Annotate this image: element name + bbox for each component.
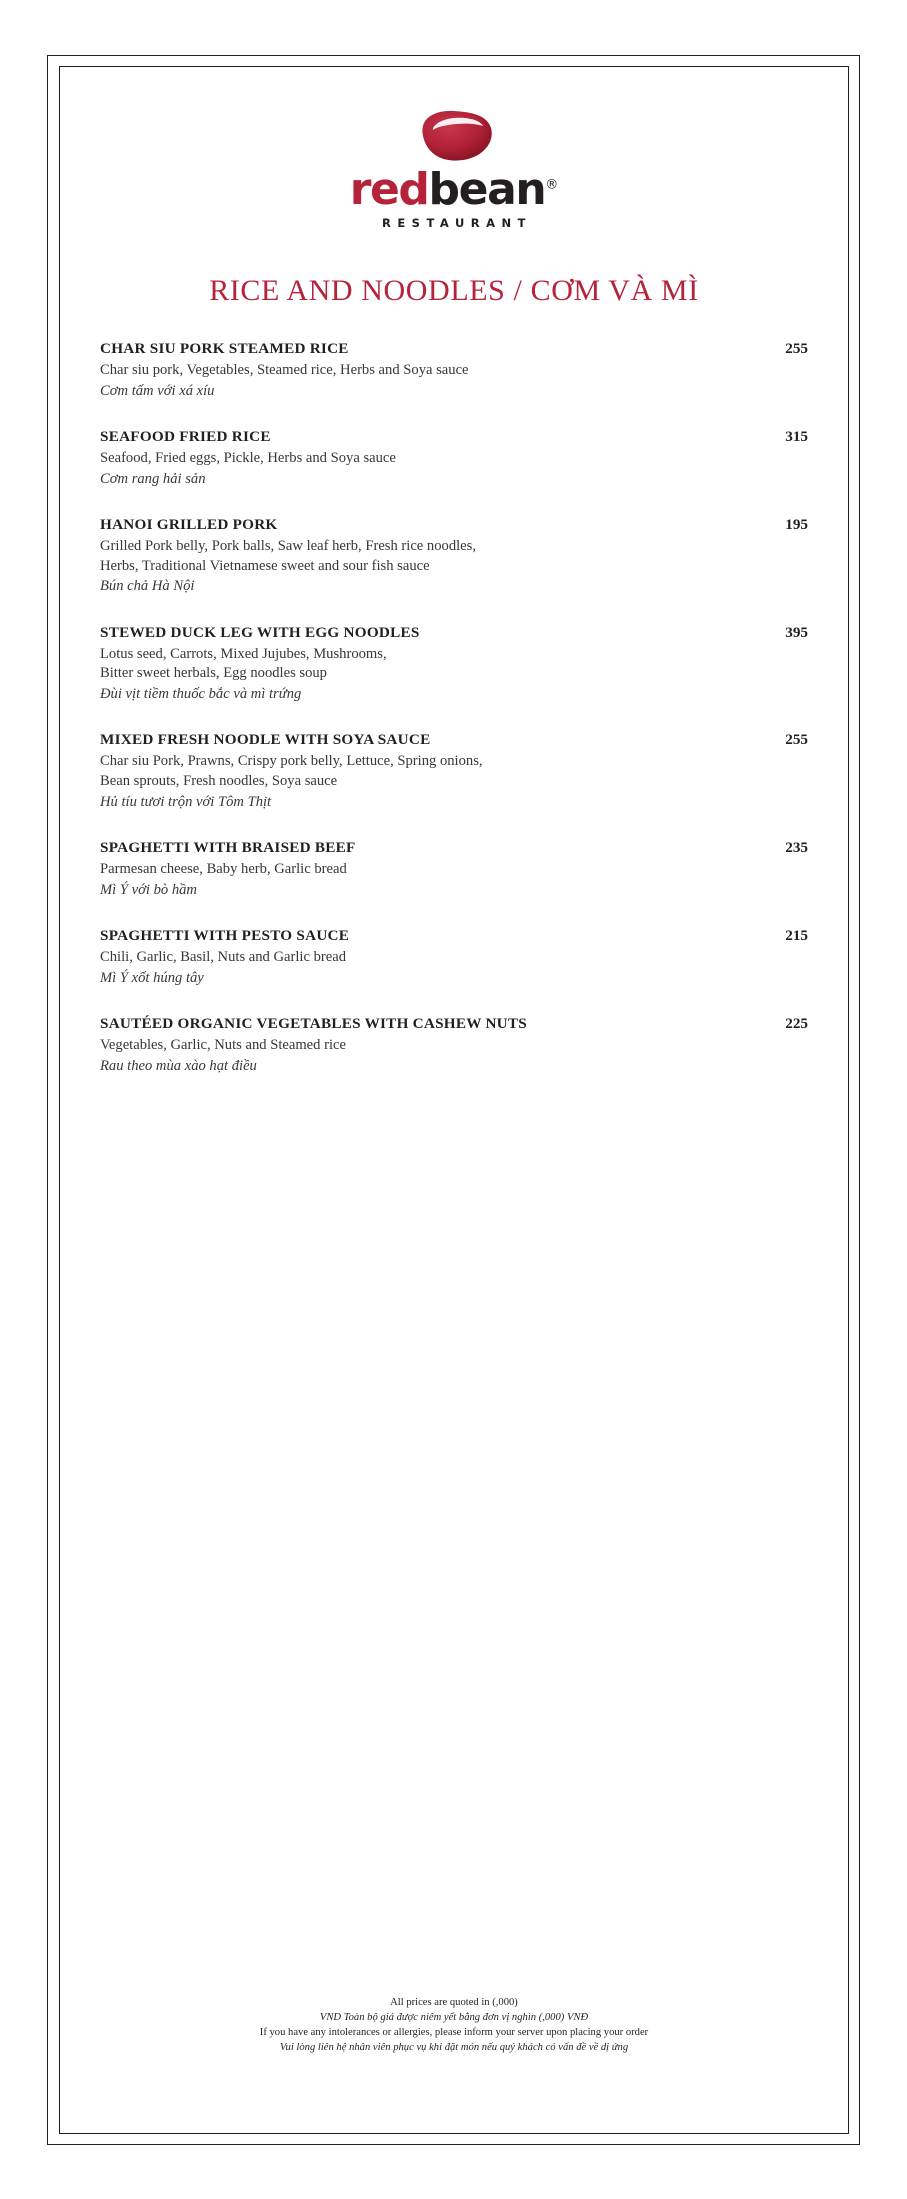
- menu-item-vietnamese-name: Cơm tấm với xá xíu: [100, 382, 215, 399]
- menu-item: [100, 516, 808, 597]
- menu-item-vietnamese-name: Mì Ý xốt húng tây: [100, 969, 204, 986]
- menu-item-price: 255: [785, 340, 808, 357]
- menu-item-description-line: Bean sprouts, Fresh noodles, Soya sauce: [100, 773, 338, 790]
- menu-item-name: SAUTÉED ORGANIC VEGETABLES WITH CASHEW NUTS: [100, 1015, 527, 1033]
- registered-trademark-icon: ®: [545, 177, 559, 193]
- menu-item-header: [100, 927, 808, 945]
- menu-item: [100, 839, 808, 900]
- menu-item-price: 395: [785, 623, 808, 641]
- menu-item-name: STEWED DUCK LEG WITH EGG NOODLES: [100, 623, 420, 641]
- menu-item-vietnamese-name: Hủ tíu tươi trộn với Tôm Thịt: [100, 793, 272, 810]
- page-title: RICE AND NOODLES / CƠM VÀ MÌ: [209, 274, 699, 307]
- menu-item-description-line: Char siu pork, Vegetables, Steamed rice, Herbs and Soya sauce: [100, 362, 469, 378]
- menu-item-price: 315: [785, 428, 808, 446]
- footer-allergy-note-en: If you have any intolerances or allergies, please inform your server upon placing your order: [259, 2027, 649, 2039]
- menu-item-description-line: Parmesan cheese, Baby herb, Garlic bread: [100, 861, 347, 878]
- menu-item-description-line: Lotus seed, Carrots, Mixed Jujubes, Mushrooms,: [100, 645, 387, 662]
- menu-item: [100, 731, 808, 812]
- menu-item-price: 235: [785, 839, 808, 857]
- wordmark-bean-text: bean: [428, 164, 546, 215]
- menu-item-description-line: Seafood, Fried eggs, Pickle, Herbs and Soya sauce: [100, 450, 396, 467]
- menu-item-price: 215: [785, 927, 808, 945]
- menu-item-description-line: Chili, Garlic, Basil, Nuts and Garlic bread: [100, 949, 347, 966]
- menu-item-name: MIXED FRESH NOODLE WITH SOYA SAUCE: [100, 731, 431, 749]
- menu-item-header: [100, 624, 808, 642]
- menu-item-name: SPAGHETTI WITH PESTO SAUCE: [100, 927, 350, 945]
- wordmark-red-text: red: [349, 164, 429, 215]
- red-bean-icon: [100, 106, 808, 164]
- menu-content: [100, 66, 808, 2134]
- footer-allergy-note-vn: Vui lòng liên hệ nhân viên phục vụ khi đặt món nếu quý khách có vấn đề về dị ứng: [279, 2042, 629, 2054]
- menu-item-vietnamese-name: Rau theo mùa xào hạt điều: [100, 1057, 257, 1074]
- footer-price-note-en: All prices are quoted in (,000): [390, 1997, 518, 2008]
- menu-item-price: 195: [785, 516, 808, 534]
- menu-item-price: 225: [785, 1015, 808, 1033]
- menu-item-vietnamese-name: Đùi vịt tiềm thuốc bắc và mì trứng: [100, 685, 302, 702]
- menu-item-name: HANOI GRILLED PORK: [100, 516, 278, 534]
- menu-item: [100, 340, 808, 401]
- menu-item-vietnamese-name: Bún chả Hà Nội: [100, 578, 195, 595]
- menu-item-price: 255: [785, 731, 808, 749]
- menu-item-description-line: Char siu Pork, Prawns, Crispy pork belly, Lettuce, Spring onions,: [100, 753, 483, 770]
- menu-item-name: SEAFOOD FRIED RICE: [100, 428, 271, 446]
- brand-tagline: RESTAURANT: [381, 216, 533, 230]
- menu-item-list: [100, 340, 808, 1076]
- menu-item-description-line: Grilled Pork belly, Pork balls, Saw leaf herb, Fresh rice noodles,: [100, 538, 476, 555]
- menu-item: [100, 428, 808, 489]
- menu-item-name: SPAGHETTI WITH BRAISED BEEF: [100, 839, 356, 857]
- brand-logo: [100, 106, 808, 230]
- menu-item-header: [100, 731, 808, 749]
- menu-item-description-line: Vegetables, Garlic, Nuts and Steamed rice: [100, 1037, 346, 1054]
- menu-item-header: [100, 428, 808, 446]
- menu-item-vietnamese-name: Cơm rang hải sản: [100, 470, 206, 487]
- menu-item-name: CHAR SIU PORK STEAMED RICE: [100, 340, 349, 357]
- menu-item: [100, 927, 808, 988]
- menu-item-header: [100, 839, 808, 857]
- menu-item-header: [100, 1015, 808, 1033]
- menu-item-header: [100, 516, 808, 534]
- menu-item-description-line: Bitter sweet herbals, Egg noodles soup: [100, 665, 327, 682]
- brand-wordmark: [349, 164, 559, 215]
- menu-item-description-line: Herbs, Traditional Vietnamese sweet and sour fish sauce: [100, 557, 430, 574]
- menu-item: [100, 624, 808, 705]
- footer-price-note-vn: VND Toàn bộ giá được niêm yết bằng đơn vị nghìn (,000) VNĐ: [319, 2012, 589, 2024]
- menu-item-header: [100, 340, 808, 358]
- menu-item: [100, 1015, 808, 1076]
- menu-item-vietnamese-name: Mì Ý với bò hầm: [100, 881, 197, 898]
- menu-footer: [100, 1995, 808, 2055]
